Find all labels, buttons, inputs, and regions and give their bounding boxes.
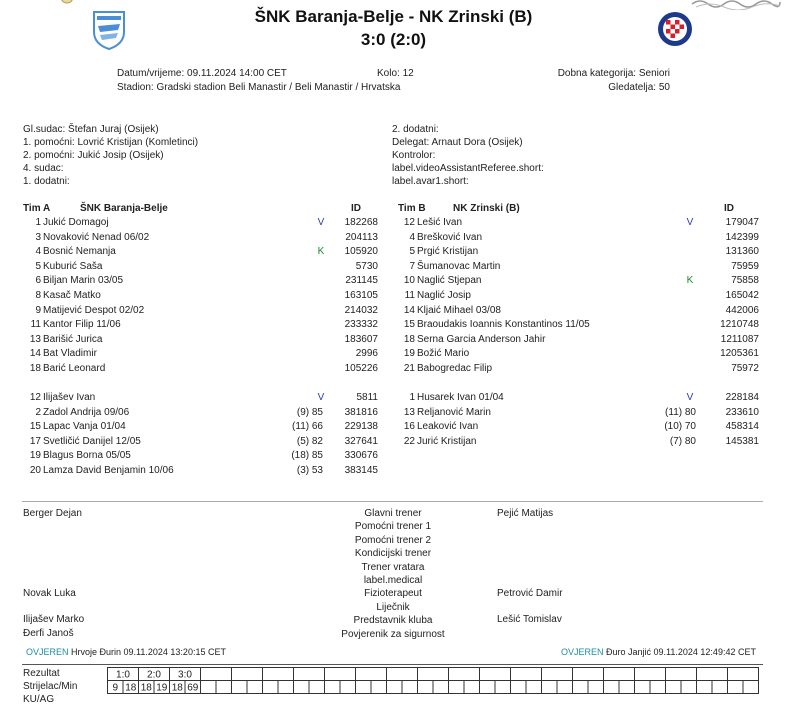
player-number: 13 — [29, 333, 41, 345]
player-number: 15 — [29, 421, 41, 433]
player-name: Ilijašev Ivan — [43, 392, 96, 403]
scorer-cell — [201, 681, 217, 694]
player-number: 19 — [29, 450, 41, 462]
player-row — [397, 420, 759, 434]
player-name: Jurić Kristijan — [417, 435, 477, 447]
player-row — [397, 362, 759, 376]
staff-role: Trener vratara — [361, 561, 425, 573]
scoreboard-top-line — [22, 664, 763, 665]
player-row — [23, 216, 378, 230]
player-number: 6 — [35, 275, 41, 287]
goalkeeper-flag: V — [317, 217, 325, 228]
player-row — [397, 391, 759, 405]
scorer-value: 18 — [171, 682, 183, 694]
scorer-cell — [356, 681, 372, 694]
player-name: Novaković Nenad 06/02 — [43, 231, 150, 243]
player-id: 383145 — [344, 465, 378, 476]
player-number: 14 — [403, 304, 415, 316]
scorer-cell — [666, 681, 682, 694]
player-row — [397, 260, 759, 274]
score-row-label-result: Rezultat — [23, 668, 60, 679]
player-row — [23, 245, 378, 259]
player-name: Kuburić Saša — [43, 260, 103, 272]
goalkeeper-flag: V — [317, 392, 325, 403]
player-id: 182268 — [344, 217, 378, 228]
official-line: 4. sudac: — [23, 163, 64, 174]
scorer-cell — [278, 681, 294, 694]
player-row — [23, 435, 378, 449]
staff-role: Povjerenik za sigurnost — [341, 628, 445, 640]
scorer-value: 69 — [187, 682, 199, 694]
player-name: Svetličić Danijel 12/05 — [43, 435, 141, 447]
result-cell — [542, 668, 573, 681]
player-name: Barić Leonard — [43, 363, 106, 374]
staff-role: Predstavnik kluba — [353, 615, 433, 627]
result-cell — [232, 668, 263, 681]
scorer-cell — [294, 681, 310, 694]
scorer-cell — [511, 681, 527, 694]
goalkeeper-flag: V — [686, 217, 694, 228]
scorer-cell — [433, 681, 449, 694]
player-number: 16 — [403, 421, 415, 433]
staff-role: Kondicijski trener — [354, 548, 432, 560]
result-cell — [666, 668, 697, 681]
scoreboard-grid — [107, 666, 763, 708]
verify-left — [26, 647, 226, 657]
player-number: 11 — [404, 290, 415, 301]
match-score: 3:0 (2:0) — [360, 30, 427, 49]
team-a-id-header: ID — [351, 203, 361, 214]
divider — [22, 501, 763, 502]
player-row — [23, 304, 378, 318]
player-name: Matijević Despot 02/02 — [43, 304, 145, 316]
player-row — [23, 260, 378, 274]
player-row — [23, 464, 378, 478]
player-name: Lešić Ivan — [417, 217, 463, 228]
player-id: 204113 — [345, 231, 378, 243]
player-name: Brešković Ivan — [417, 231, 483, 243]
result-cell — [449, 668, 480, 681]
player-id: 142399 — [725, 231, 759, 243]
result-value: 3:0 — [178, 669, 192, 681]
staff-role: Pomoćni trener 2 — [354, 534, 432, 546]
result-cell — [728, 668, 759, 681]
result-value: 2:0 — [147, 669, 161, 681]
player-number: 1 — [409, 392, 415, 403]
verify-right — [561, 647, 756, 657]
result-cell — [573, 668, 604, 681]
player-row — [23, 318, 378, 332]
player-id: 183607 — [344, 333, 378, 345]
player-number: 7 — [409, 260, 415, 272]
scorer-cell — [325, 681, 341, 694]
player-number: 2 — [35, 406, 41, 418]
captain-flag: K — [686, 275, 694, 287]
player-number: 18 — [403, 333, 415, 345]
player-row — [397, 289, 759, 303]
scorer-cell — [557, 681, 573, 694]
team-b-label: Tim B — [398, 203, 426, 214]
player-number: 3 — [35, 231, 41, 243]
player-name: Zadol Andrija 09/06 — [43, 406, 130, 418]
result-cell — [418, 668, 449, 681]
scorer-cell — [681, 681, 697, 694]
result-cell — [356, 668, 387, 681]
scorer-cell — [728, 681, 744, 694]
player-id: 330676 — [344, 450, 378, 462]
scorer-value: 18 — [125, 682, 137, 694]
player-name: Božić Mario — [417, 348, 470, 360]
scorer-cell — [464, 681, 480, 694]
player-number: 17 — [29, 435, 41, 447]
player-name: Prgić Kristijan — [417, 246, 479, 258]
player-row — [397, 347, 759, 361]
player-id: 229138 — [344, 421, 378, 433]
verified-label: OVJEREN — [26, 647, 69, 657]
team-b-name: NK Zrinski (B) — [453, 203, 520, 214]
player-name: Kantor Filip 11/06 — [43, 319, 121, 331]
substitution-info: (11) 80 — [665, 406, 696, 418]
staff-role: Liječnik — [376, 601, 410, 613]
scorer-cell — [480, 681, 496, 694]
player-row — [397, 333, 759, 347]
substitution-info: (10) 70 — [664, 421, 696, 433]
team-b-physio: Petrović Damir — [497, 588, 563, 599]
corner-emblem-icon — [60, 0, 74, 6]
verified-label: OVJEREN — [561, 647, 604, 657]
player-name: Naglić Stjepan — [417, 275, 482, 287]
stadium: Stadion: Gradski stadion Beli Manastir / Beli Manastir / Hrvatska — [117, 82, 401, 93]
player-number: 20 — [29, 465, 41, 476]
player-number: 21 — [403, 363, 415, 374]
result-cell — [387, 668, 418, 681]
player-id: 145381 — [725, 435, 759, 447]
team-a-club-rep: Ilijašev Marko — [23, 614, 85, 625]
player-name: Lapac Vanja 01/04 — [43, 421, 126, 433]
player-id: 5730 — [355, 260, 378, 272]
scorer-cell — [340, 681, 356, 694]
player-id: 163105 — [344, 290, 378, 301]
player-name: Naglić Josip — [417, 290, 471, 301]
player-id: 75972 — [731, 363, 759, 374]
player-id: 105226 — [344, 363, 378, 374]
team-a-security: Đerfi Janoš — [23, 628, 74, 639]
scorer-cell — [588, 681, 604, 694]
match-round: Kolo: 12 — [377, 68, 414, 79]
player-row — [23, 289, 378, 303]
scorer-value: 9 — [112, 682, 119, 694]
player-id: 1211087 — [720, 333, 759, 345]
player-number: 4 — [35, 246, 41, 258]
captain-flag: K — [317, 246, 325, 258]
player-id: 214032 — [344, 304, 378, 316]
goalkeeper-flag: V — [686, 392, 694, 403]
team-a-physio: Novak Luka — [23, 588, 76, 599]
player-id: 228184 — [725, 392, 759, 403]
player-id: 233610 — [725, 406, 759, 418]
scorer-cell — [418, 681, 434, 694]
result-cell — [604, 668, 635, 681]
age-category: Dobna kategorija: Seniori — [557, 68, 670, 79]
player-row — [23, 420, 378, 434]
player-name: Biljan Marin 03/05 — [43, 275, 124, 287]
score-row-label-scorers: Strijelac/Min — [23, 681, 78, 692]
official-line: label.avar1.short: — [392, 176, 469, 187]
team-b-club-rep: Lešić Tomislav — [497, 614, 562, 625]
scorer-cell — [619, 681, 635, 694]
scorer-cell — [387, 681, 403, 694]
result-cell — [480, 668, 511, 681]
scorer-cell — [216, 681, 232, 694]
player-name: Bat Vladimir — [43, 348, 97, 360]
official-line: Kontrolor: — [392, 150, 436, 161]
player-number: 14 — [29, 348, 41, 360]
match-title: ŠNK Baranja-Belje - NK Zrinski (B) — [254, 7, 533, 26]
official-line: Gl.sudac: Štefan Juraj (Osijek) — [23, 124, 159, 135]
player-name: Kljaić Mihael 03/08 — [417, 304, 501, 316]
player-row — [23, 231, 378, 245]
substitution-info: (3) 53 — [296, 465, 323, 476]
player-name: Reljanović Marin — [417, 406, 491, 418]
player-id: 327641 — [344, 435, 378, 447]
staff-role: Glavni trener — [364, 508, 422, 519]
scorer-cell — [635, 681, 651, 694]
scorer-value: 18 — [140, 682, 152, 694]
scorer-cell — [263, 681, 279, 694]
result-cell — [511, 668, 542, 681]
result-cell — [201, 668, 232, 681]
player-number: 13 — [403, 406, 415, 418]
substitution-info: (7) 80 — [669, 435, 696, 447]
player-id: 1205361 — [720, 348, 759, 360]
player-row — [23, 391, 378, 405]
player-id: 131360 — [725, 246, 759, 258]
player-row — [23, 449, 378, 463]
player-name: Husarek Ivan 01/04 — [417, 392, 504, 403]
player-name: Bosnić Nemanja — [43, 246, 116, 258]
player-name: Blagus Borna 05/05 — [43, 450, 131, 462]
player-number: 18 — [29, 363, 41, 374]
player-number: 22 — [403, 435, 415, 447]
scorer-cell — [743, 681, 759, 694]
player-id: 233332 — [344, 319, 378, 331]
scorer-cell — [449, 681, 465, 694]
player-number: 11 — [30, 319, 41, 331]
scorer-cell — [495, 681, 511, 694]
player-row — [397, 318, 759, 332]
player-id: 75959 — [731, 260, 759, 272]
substitution-info: (18) 85 — [291, 450, 323, 462]
player-number: 12 — [29, 392, 41, 403]
player-row — [397, 216, 759, 230]
score-row-label-cards: KU/AG — [23, 694, 55, 705]
scorer-cell — [232, 681, 248, 694]
result-cell — [325, 668, 356, 681]
scorer-cell — [650, 681, 666, 694]
player-id: 105920 — [344, 246, 378, 258]
player-row — [397, 304, 759, 318]
player-id: 75858 — [731, 275, 759, 287]
official-line: Delegat: Arnaut Dora (Osijek) — [392, 137, 523, 148]
player-row — [397, 231, 759, 245]
player-number: 5 — [409, 246, 415, 258]
player-name: Braoudakis Ioannis Konstantinos 11/05 — [417, 319, 590, 331]
scorer-cell — [573, 681, 589, 694]
player-id: 381816 — [344, 406, 378, 418]
player-id: 442006 — [725, 304, 759, 316]
team-a-head-coach: Berger Dejan — [23, 508, 82, 519]
verify-left-text: Hrvoje Đurin 09.11.2024 13:20:15 CET — [71, 647, 226, 657]
player-row — [397, 245, 759, 259]
attendance: Gledatelja: 50 — [608, 82, 670, 93]
team-a-name: ŠNK Baranja-Belje — [80, 203, 168, 214]
match-datetime: Datum/vrijeme: 09.11.2024 14:00 CET — [117, 68, 287, 79]
player-id: 5811 — [356, 392, 378, 403]
player-row — [23, 362, 378, 376]
player-number: 5 — [35, 260, 41, 272]
player-name: Barišić Jurica — [43, 333, 103, 345]
player-row — [23, 406, 378, 420]
scorer-cell — [604, 681, 620, 694]
player-name: Lamza David Benjamin 10/06 — [43, 465, 174, 476]
substitution-info: (5) 82 — [296, 435, 323, 447]
player-name: Šumanovac Martin — [417, 260, 501, 272]
scorer-cell — [309, 681, 325, 694]
player-number: 8 — [35, 290, 41, 301]
scorer-cell — [712, 681, 728, 694]
result-cell — [263, 668, 294, 681]
verify-right-text: Đuro Janjić 09.11.2024 12:49:42 CET — [606, 647, 756, 657]
official-line: 2. pomoćni: Jukić Josip (Osijek) — [23, 150, 164, 161]
player-number: 10 — [403, 275, 415, 287]
player-id: 1210748 — [720, 319, 759, 331]
staff-role: Fizioterapeut — [364, 588, 422, 600]
result-value: 1:0 — [116, 669, 130, 681]
player-id: 179047 — [725, 217, 759, 228]
official-line: label.videoAssistantReferee.short: — [392, 163, 544, 174]
player-name: Serna Garcia Anderson Jahir — [417, 333, 546, 345]
player-row — [23, 274, 378, 288]
player-row — [397, 406, 759, 420]
player-number: 12 — [403, 217, 415, 228]
scorer-value: 19 — [156, 682, 168, 694]
player-id: 458314 — [725, 421, 759, 433]
official-line: 1. dodatni: — [23, 176, 70, 187]
player-number: 1 — [35, 217, 41, 228]
player-row — [23, 333, 378, 347]
substitution-info: (11) 66 — [292, 421, 323, 433]
player-id: 2996 — [355, 348, 378, 360]
staff-role: label.medical — [363, 575, 423, 586]
scorer-cell — [542, 681, 558, 694]
player-number: 4 — [409, 231, 415, 243]
player-row — [397, 274, 759, 288]
official-line: 1. pomoćni: Lovrić Kristijan (Komletinci) — [23, 137, 199, 148]
player-name: Babogredac Filip — [417, 363, 493, 374]
result-cell — [697, 668, 728, 681]
player-row — [397, 435, 759, 449]
player-id: 231145 — [345, 275, 378, 287]
player-name: Leaković Ivan — [417, 421, 479, 433]
player-name: Kasač Matko — [43, 290, 101, 301]
team-b-id-header: ID — [724, 203, 734, 214]
scorer-cell — [697, 681, 713, 694]
player-number: 9 — [35, 304, 41, 316]
substitution-info: (9) 85 — [296, 406, 323, 418]
team-b-head-coach: Pejić Matijas — [497, 508, 554, 519]
team-a-label: Tim A — [23, 203, 51, 214]
scorer-cell — [526, 681, 542, 694]
player-number: 15 — [403, 319, 415, 331]
scorer-cell — [371, 681, 387, 694]
staff-role: Pomoćni trener 1 — [354, 521, 432, 533]
result-cell — [294, 668, 325, 681]
player-number: 19 — [403, 348, 415, 360]
scorer-cell — [247, 681, 263, 694]
player-name: Jukić Domagoj — [43, 217, 109, 228]
scorer-cell — [402, 681, 418, 694]
official-line: 2. dodatni: — [392, 124, 439, 135]
player-id: 165042 — [725, 290, 759, 301]
result-cell — [635, 668, 666, 681]
player-row — [23, 347, 378, 361]
